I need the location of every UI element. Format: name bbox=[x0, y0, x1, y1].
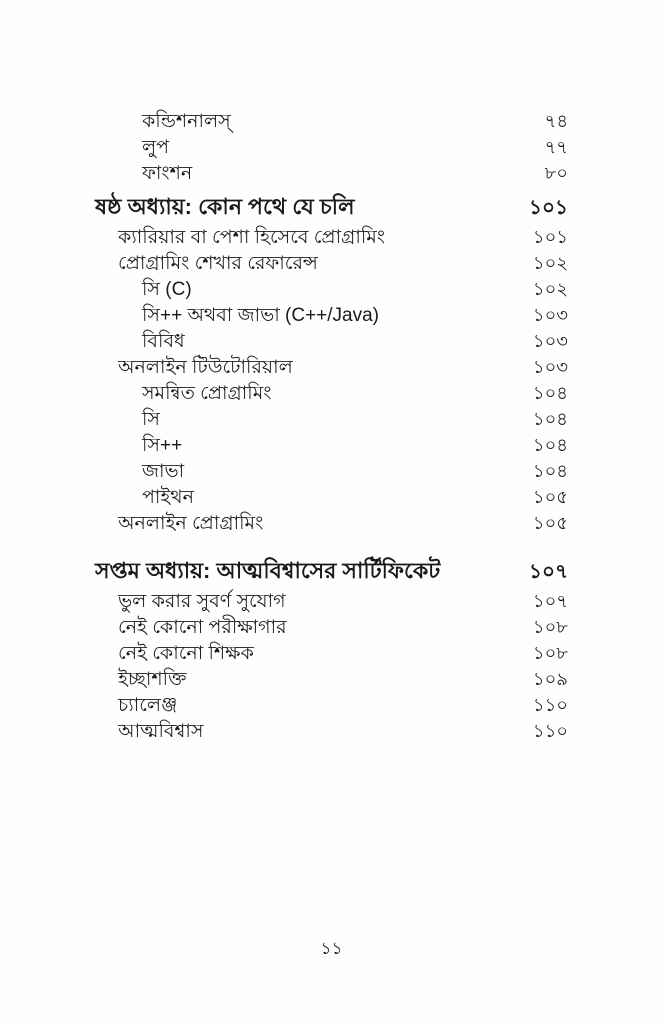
folio-page-number: ১১ bbox=[320, 939, 343, 958]
toc-entry-row bbox=[0, 510, 663, 536]
toc-entry-label: অনলাইন টিউটোরিয়াল bbox=[118, 357, 293, 378]
toc-entry-row bbox=[0, 432, 663, 458]
toc-entry-label: চ্যালেঞ্জ bbox=[118, 695, 178, 716]
toc-entry-label: সি++ অথবা জাভা (C++/Java) bbox=[142, 305, 380, 326]
toc-chapter-page: ১০১ bbox=[529, 197, 568, 219]
toc-entry-label: ক্যারিয়ার বা পেশা হিসেবে প্রোগ্রামিং bbox=[118, 227, 386, 248]
toc-entry-page: ১০৩ bbox=[532, 305, 568, 325]
toc-entry-label: নেই কোনো শিক্ষক bbox=[118, 643, 254, 664]
toc-entry-row bbox=[0, 380, 663, 406]
toc-entry-page: ১০৭ bbox=[532, 591, 568, 611]
toc-entry-row bbox=[0, 692, 663, 718]
toc-entry-label: বিবিধ bbox=[142, 331, 185, 352]
toc-entry-row bbox=[0, 302, 663, 328]
toc-entry-row bbox=[0, 224, 663, 250]
toc-entry-page: ১০৯ bbox=[532, 669, 568, 689]
toc-entry-row bbox=[0, 250, 663, 276]
toc-entry-label: নেই কোনো পরীক্ষাগার bbox=[118, 617, 287, 638]
toc-entry-page: ১০৩ bbox=[532, 331, 568, 351]
toc-entry-label: অনলাইন প্রোগ্রামিং bbox=[118, 513, 264, 534]
toc-entry-row bbox=[0, 588, 663, 614]
toc-entry-label: সি (C) bbox=[142, 279, 192, 300]
toc-entry-label: ফাংশন bbox=[142, 163, 193, 184]
toc-entry-page: ১০৪ bbox=[532, 409, 568, 429]
toc-chapter-title: ষষ্ঠ অধ্যায়: কোন পথে যে চলি bbox=[95, 194, 355, 219]
toc-entry-row bbox=[0, 328, 663, 354]
toc-entry-label: জাভা bbox=[142, 461, 185, 482]
toc-entry-label: ভুল করার সুবর্ণ সুযোগ bbox=[118, 591, 286, 612]
toc-entry-label: আত্মবিশ্বাস bbox=[118, 721, 204, 742]
toc-entry-row bbox=[0, 666, 663, 692]
toc-entry-row bbox=[0, 406, 663, 432]
toc-entry-row bbox=[0, 484, 663, 510]
toc-entry-row bbox=[0, 108, 663, 134]
toc-entry-page: ৮০ bbox=[544, 163, 568, 183]
toc-entry-page: ১০৫ bbox=[532, 513, 568, 533]
toc-entry-page: ১০৩ bbox=[532, 357, 568, 377]
toc-entry-row bbox=[0, 354, 663, 380]
toc-entry-label: পাইথন bbox=[142, 487, 194, 508]
toc-entry-row bbox=[0, 640, 663, 666]
toc-entry-page: ১০৪ bbox=[532, 383, 568, 403]
toc-entry-page: ১০৪ bbox=[532, 461, 568, 481]
toc-entry-row bbox=[0, 718, 663, 744]
toc-entry-page: ১০৪ bbox=[532, 435, 568, 455]
toc-entry-row bbox=[0, 458, 663, 484]
toc-entry-label: সি++ bbox=[142, 435, 183, 456]
toc-entry-label: সমন্বিত প্রোগ্রামিং bbox=[142, 383, 272, 404]
toc-entry-page: ১০৮ bbox=[532, 617, 568, 637]
toc-entry-page: ১০২ bbox=[532, 253, 568, 273]
toc-chapter-row bbox=[0, 190, 663, 224]
toc-entry-label: প্রোগ্রামিং শেখার রেফারেন্স bbox=[118, 253, 318, 274]
toc-entry-page: ১০৫ bbox=[532, 487, 568, 507]
toc-entry-row bbox=[0, 134, 663, 160]
toc-entry-page: ১০২ bbox=[532, 279, 568, 299]
toc-entry-page: ১০১ bbox=[532, 227, 568, 247]
toc-entry-label: সি bbox=[142, 409, 160, 430]
toc-entry-row bbox=[0, 614, 663, 640]
toc-entry-label: লুপ bbox=[142, 137, 170, 158]
toc-chapter-title: সপ্তম অধ্যায়: আত্মবিশ্বাসের সার্টিফিকেট bbox=[95, 558, 441, 583]
toc-entry-page: ১১০ bbox=[532, 721, 568, 741]
toc-entry-page: ৭৭ bbox=[544, 137, 568, 157]
toc-entry-row bbox=[0, 160, 663, 186]
toc-entry-label: কন্ডিশনালস্ bbox=[142, 111, 231, 132]
toc-chapter-row bbox=[0, 554, 663, 588]
toc-list bbox=[0, 108, 663, 744]
toc-chapter-page: ১০৭ bbox=[529, 561, 568, 583]
toc-entry-label: ইচ্ছাশক্তি bbox=[118, 669, 187, 690]
toc-entry-row bbox=[0, 276, 663, 302]
toc-entry-page: ১০৮ bbox=[532, 643, 568, 663]
toc-entry-page: ৭৪ bbox=[544, 111, 568, 131]
toc-entry-page: ১১০ bbox=[532, 695, 568, 715]
